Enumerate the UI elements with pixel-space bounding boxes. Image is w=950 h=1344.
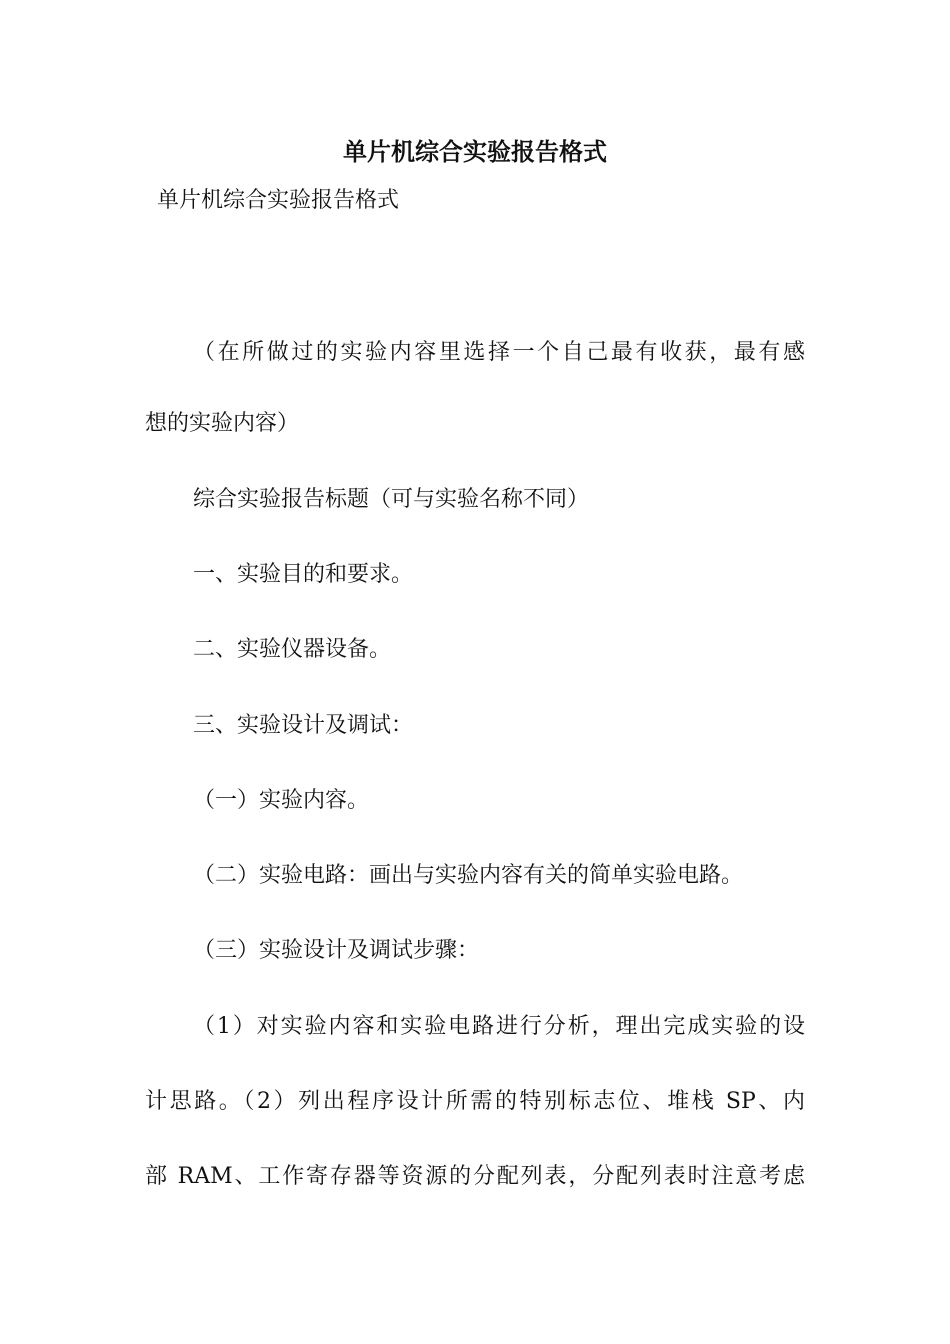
document-title: 单片机综合实验报告格式	[343, 137, 607, 166]
paragraph-line: 想的实验内容）	[145, 411, 300, 436]
subsection-heading: （二）实验电路：画出与实验内容有关的简单实验电路。	[193, 863, 744, 888]
section-heading: 一、实验目的和要求。	[193, 562, 414, 587]
paragraph-line: （1）对实验内容和实验电路进行分析，理出完成实验的设	[193, 1014, 805, 1039]
section-heading: 三、实验设计及调试：	[193, 713, 414, 738]
paragraph-line: 计思路。（2）列出程序设计所需的特别标志位、堆栈 SP、内	[145, 1089, 805, 1114]
report-title-line: 综合实验报告标题（可与实验名称不同）	[193, 487, 590, 512]
paragraph-line: 部 RAM、工作寄存器等资源的分配列表，分配列表时注意考虑	[145, 1164, 805, 1189]
section-heading: 二、实验仪器设备。	[193, 637, 392, 662]
paragraph-line: （在所做过的实验内容里选择一个自己最有收获，最有感	[193, 340, 805, 365]
document-subtitle: 单片机综合实验报告格式	[157, 188, 400, 213]
subsection-heading: （三）实验设计及调试步骤：	[193, 938, 480, 963]
subsection-heading: （一）实验内容。	[193, 788, 370, 813]
